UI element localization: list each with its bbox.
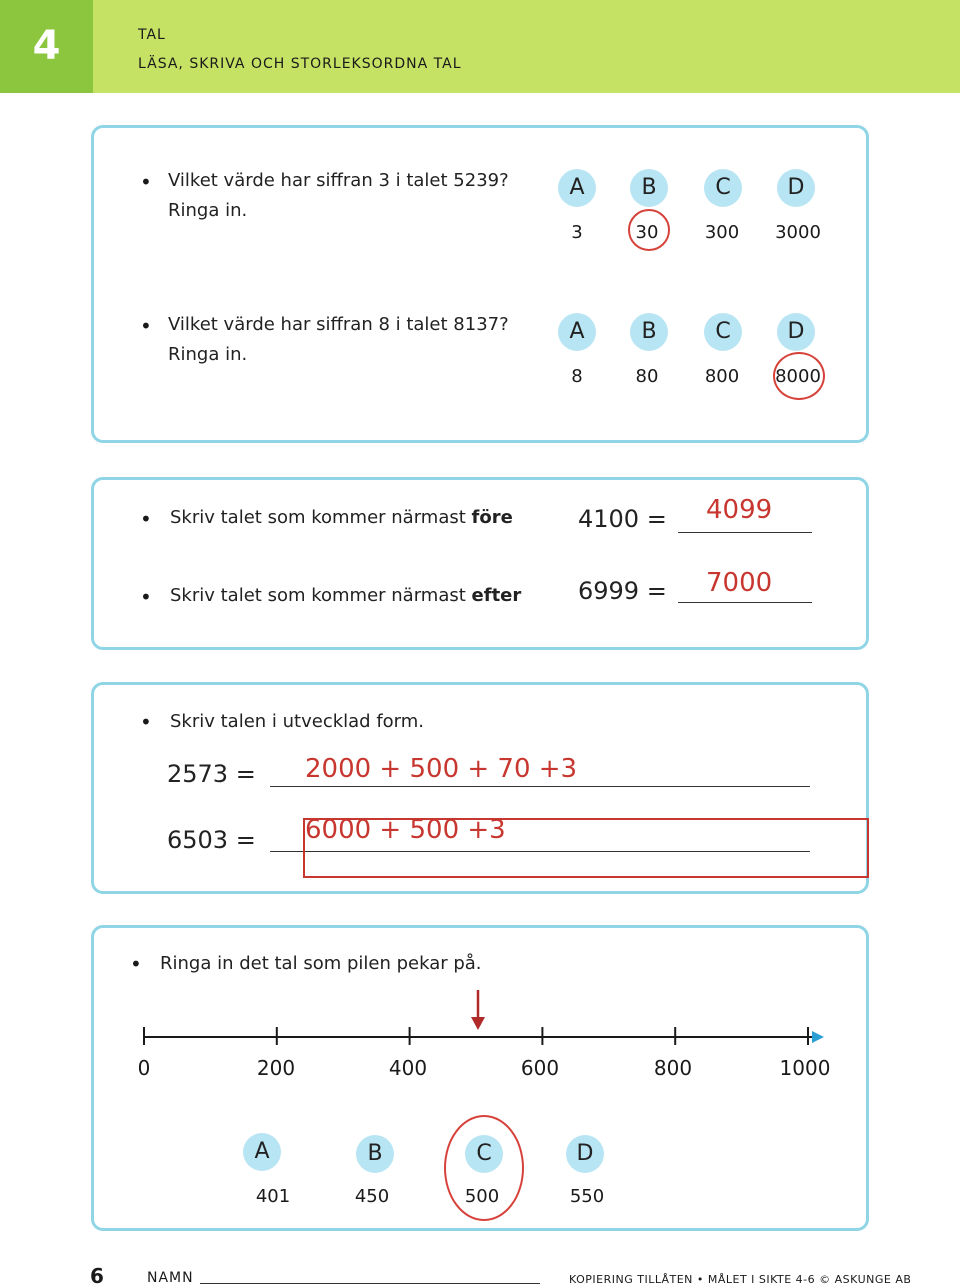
axis-label: 400 (388, 1056, 428, 1080)
option-letter-d: D (566, 1135, 604, 1173)
bullet: • (130, 952, 142, 976)
chapter-number: 4 (32, 23, 61, 69)
option-value-d[interactable]: 8000 (775, 366, 821, 387)
page-number: 6 (90, 1264, 104, 1288)
option-value-a[interactable]: 3 (571, 222, 583, 243)
equation: 6999 = (578, 577, 667, 605)
answer-line (678, 532, 812, 533)
equation: 4100 = (578, 505, 667, 533)
option-letter-b: B (630, 313, 668, 351)
answer-circle (773, 352, 825, 400)
axis-label: 600 (520, 1056, 560, 1080)
question-text: Skriv talet som kommer närmast efter (170, 585, 522, 606)
bullet: • (140, 314, 152, 338)
option-value-c[interactable]: 800 (704, 366, 740, 387)
option-value-c[interactable]: 300 (704, 222, 740, 243)
question-text: Skriv talen i utvecklad form. (170, 711, 425, 732)
axis-label: 800 (653, 1056, 693, 1080)
answer-line (678, 602, 812, 603)
name-line (200, 1283, 540, 1284)
question-instruction: Ringa in. (168, 200, 248, 221)
header-title: TAL (138, 27, 166, 43)
handwritten-answer: 2000 + 500 + 70 +3 (305, 754, 578, 784)
option-value-a[interactable]: 8 (571, 366, 583, 387)
answer-line (270, 786, 810, 787)
option-letter-a: A (243, 1133, 281, 1171)
equation: 2573 = (167, 760, 256, 788)
number-line (120, 985, 840, 1045)
name-label: NAMN (147, 1270, 194, 1286)
option-letter-b: B (356, 1135, 394, 1173)
option-value-a[interactable]: 401 (255, 1186, 291, 1207)
answer-circle (628, 209, 670, 251)
handwritten-answer: 7000 (706, 568, 773, 598)
question-instruction: Ringa in. (168, 344, 248, 365)
option-letter-d: D (777, 169, 815, 207)
bullet: • (140, 585, 152, 609)
highlight-rectangle (303, 818, 869, 878)
option-value-d[interactable]: 3000 (775, 222, 821, 243)
option-value-b[interactable]: 30 (635, 222, 659, 243)
question-text: Vilket värde har siffran 3 i talet 5239? (168, 170, 509, 191)
handwritten-answer: 6000 + 500 +3 (305, 815, 506, 845)
option-value-d[interactable]: 550 (569, 1186, 605, 1207)
option-letter-c: C (704, 169, 742, 207)
axis-label: 0 (137, 1056, 151, 1080)
option-letter-d: D (777, 313, 815, 351)
axis-label: 200 (256, 1056, 296, 1080)
axis-label: 1000 (779, 1056, 831, 1080)
option-value-b[interactable]: 80 (635, 366, 659, 387)
option-letter-c: C (704, 313, 742, 351)
bullet: • (140, 710, 152, 734)
question-text: Vilket värde har siffran 8 i talet 8137? (168, 314, 509, 335)
option-letter-a: A (558, 313, 596, 351)
bullet: • (140, 507, 152, 531)
pointer-arrow-head (471, 1017, 485, 1030)
option-letter-a: A (558, 169, 596, 207)
number-line-arrowhead (812, 1031, 824, 1043)
question-text: Ringa in det tal som pilen pekar på. (160, 953, 482, 974)
answer-circle (444, 1115, 524, 1221)
option-letter-c: C (465, 1135, 503, 1173)
equation: 6503 = (167, 826, 256, 854)
option-value-c[interactable]: 500 (464, 1186, 500, 1207)
option-value-b[interactable]: 450 (354, 1186, 390, 1207)
bullet: • (140, 170, 152, 194)
option-letter-b: B (630, 169, 668, 207)
question-text: Skriv talet som kommer närmast före (170, 507, 513, 528)
handwritten-answer: 4099 (706, 495, 773, 525)
header-subtitle: LÄSA, SKRIVA OCH STORLEKSORDNA TAL (138, 56, 462, 72)
header-bar (93, 0, 960, 93)
footer-copyright: KOPIERING TILLÅTEN • MÅLET I SIKTE 4-6 © ASKUNGE AB (569, 1273, 912, 1286)
